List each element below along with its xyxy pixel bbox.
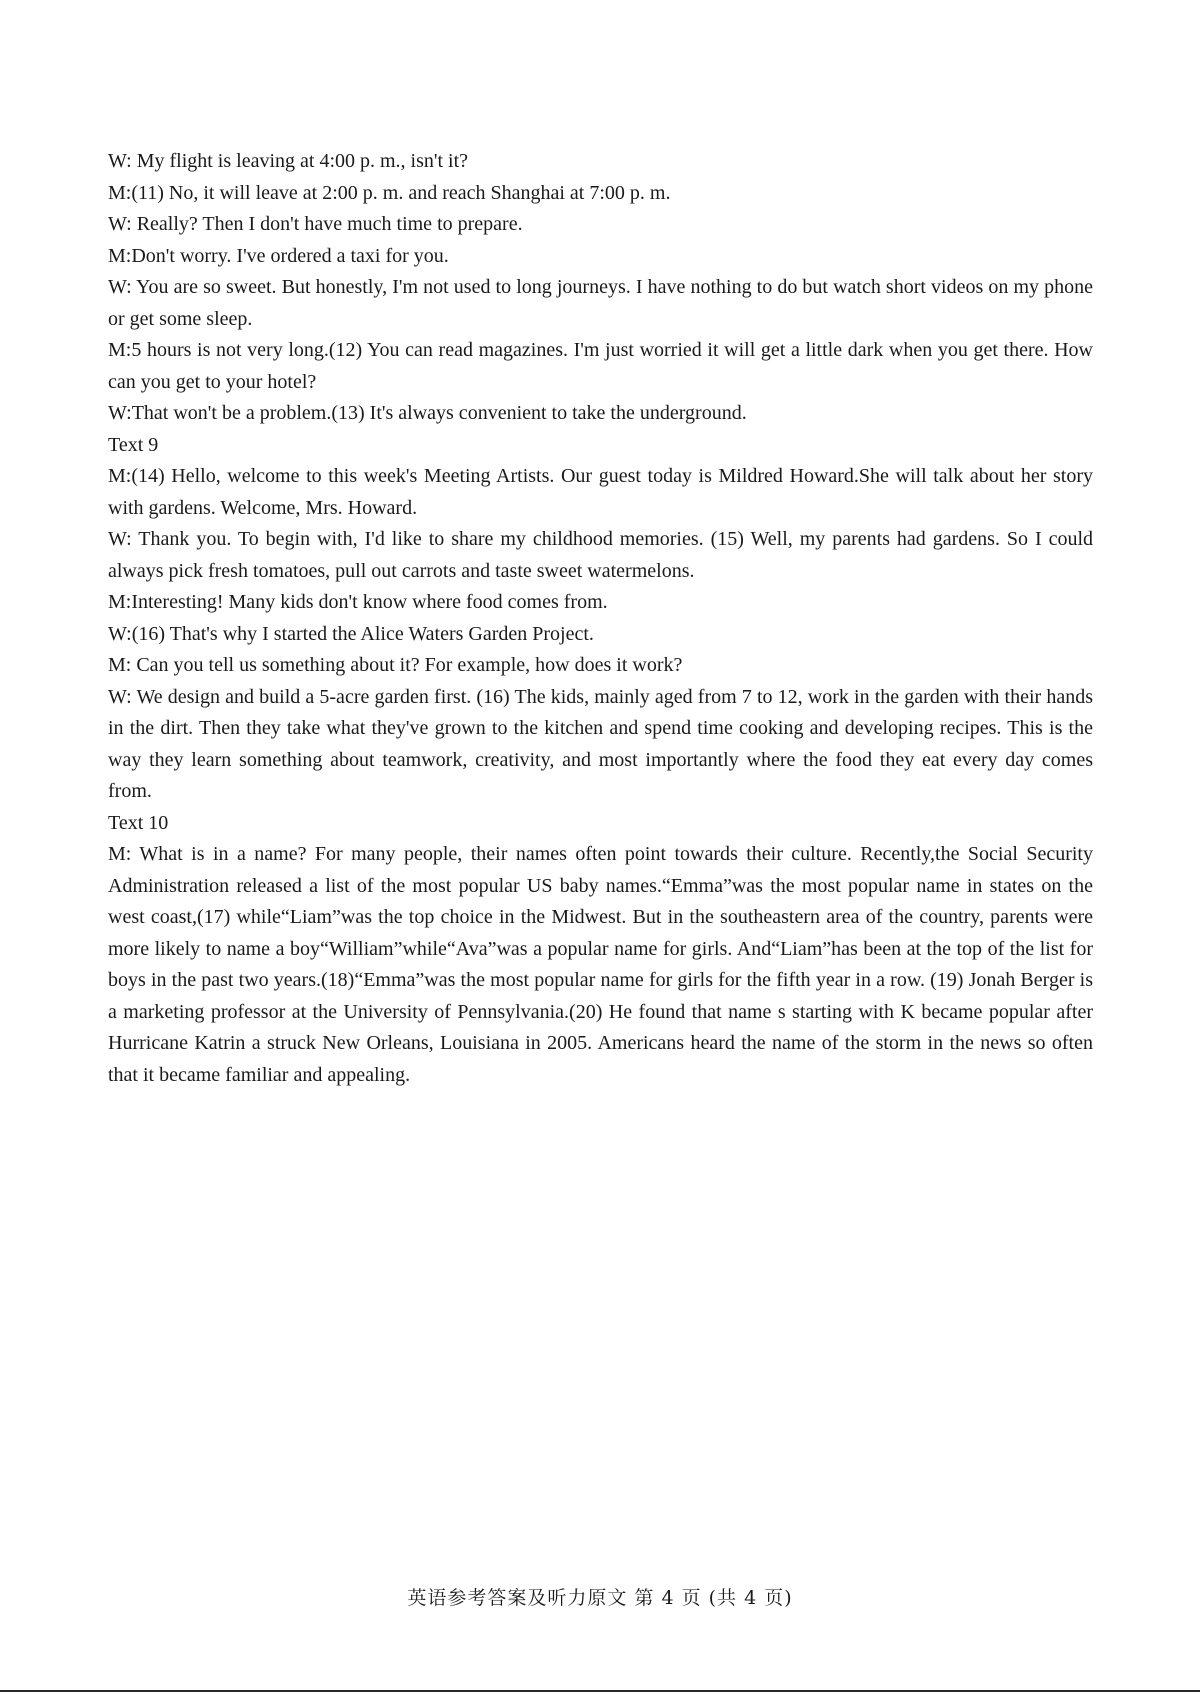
transcript-line: W: We design and build a 5-acre garden first. (16) The kids, mainly aged from 7 to 12, work in the garden with their hands in the dirt. Then they take what they've grown to the kitchen and spend time cooking and developing recipes. This is the way they learn something about teamwork, creativity, and most importantly where the food they eat every day comes from. <box>108 685 1093 802</box>
transcript-line: W: My flight is leaving at 4:00 p. m., isn't it? <box>108 150 469 172</box>
transcript-line: M:(14) Hello, welcome to this week's Meeting Artists. Our guest today is Mildred Howard.She will talk about her story with gardens. Welcome, Mrs. Howard. <box>108 465 1093 519</box>
transcript-line: W: Thank you. To begin with, I'd like to share my childhood memories. (15) Well, my parents had gardens. So I could always pick fresh tomatoes, pull out carrots and taste sweet watermelons. <box>108 528 1093 582</box>
transcript-line: W:That won't be a problem.(13) It's always convenient to take the underground. <box>108 402 747 424</box>
transcript-body <box>108 146 1093 1091</box>
transcript-line: M:Interesting! Many kids don't know where food comes from. <box>108 591 608 613</box>
transcript-line: M:5 hours is not very long.(12) You can read magazines. I'm just worried it will get a little dark when you get there. How can you get to your hotel? <box>108 339 1093 393</box>
section-heading-text-10: Text 10 <box>108 811 169 834</box>
transcript-line: M: Can you tell us something about it? For example, how does it work? <box>108 654 683 676</box>
section-heading-text-9: Text 9 <box>108 433 159 456</box>
transcript-line: M:(11) No, it will leave at 2:00 p. m. and reach Shanghai at 7:00 p. m. <box>108 181 671 204</box>
transcript-line: W: You are so sweet. But honestly, I'm not used to long journeys. I have nothing to do but watch short videos on my phone or get some sleep. <box>108 276 1093 330</box>
bottom-divider <box>0 1690 1200 1692</box>
transcript-line: M:Don't worry. I've ordered a taxi for you. <box>108 244 449 267</box>
transcript-line: W: Really? Then I don't have much time to prepare. <box>108 213 523 235</box>
transcript-line: M: What is in a name? For many people, their names often point towards their culture. Recently,the Social Security Administration released a list of the most popular US baby names.“Emma”was the most popular name in states on the west coast,(17) while“Liam”was the top choice in the Midwest. But in the southeastern area of the country, parents were more likely to name a boy“William”while“Ava”was a popular name for girls. And“Liam”has been at the top of the list for boys in the past two years.(18)“Emma”was the most popular name for girls for the fifth year in a row. (19) Jonah Berger is a marketing professor at the University of Pennsylvania.(20) He found that name s starting with K became popular after Hurricane Katrin a struck New Orleans, Louisiana in 2005. Americans heard the name of the storm in the news so often that it became familiar and appealing. <box>108 843 1093 1086</box>
transcript-line: W:(16) That's why I started the Alice Waters Garden Project. <box>108 622 594 645</box>
page-footer: 英语参考答案及听力原文 第 4 页 (共 4 页) <box>407 1587 793 1609</box>
